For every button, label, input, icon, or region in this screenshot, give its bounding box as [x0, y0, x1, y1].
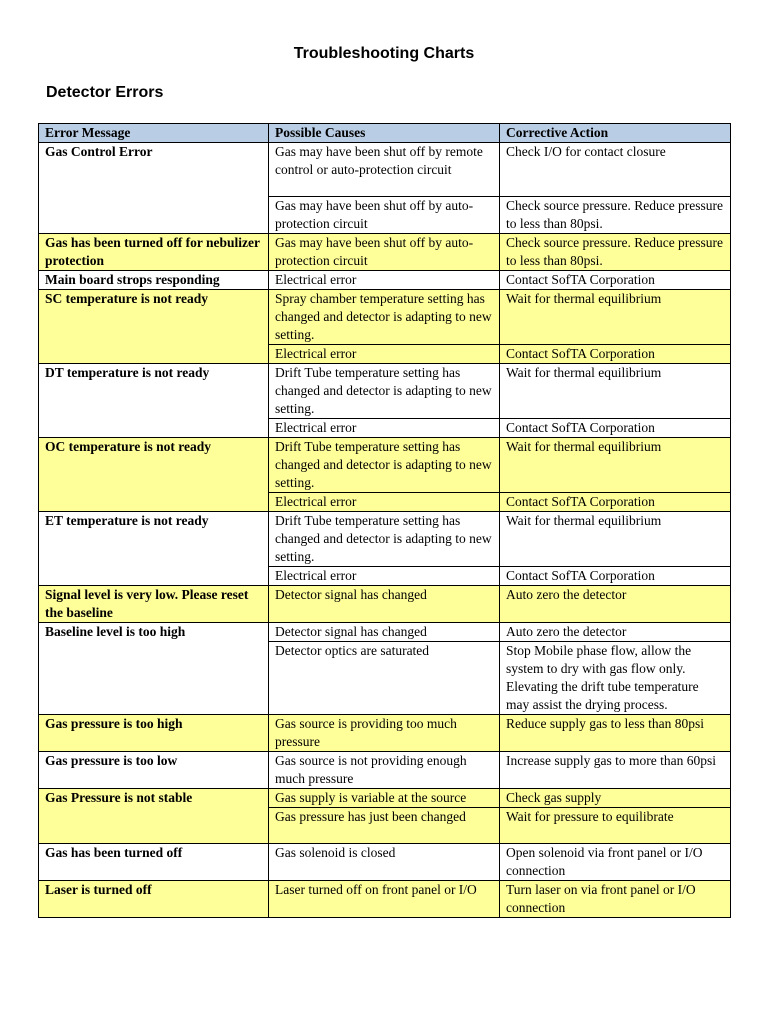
possible-cause-cell: Gas may have been shut off by auto-protection circuit [269, 197, 500, 234]
error-message-cell: ET temperature is not ready [39, 512, 269, 586]
corrective-action-cell: Increase supply gas to more than 60psi [500, 752, 731, 789]
corrective-action-cell: Wait for pressure to equilibrate [500, 808, 731, 844]
table-row [39, 512, 731, 567]
error-message-cell: Baseline level is too high [39, 623, 269, 715]
possible-cause-cell: Electrical error [269, 345, 500, 364]
page-title: Troubleshooting Charts [293, 45, 475, 62]
corrective-action-cell: Turn laser on via front panel or I/O connection [500, 881, 731, 918]
error-message-cell: SC temperature is not ready [39, 290, 269, 364]
possible-cause-cell: Drift Tube temperature setting has changed and detector is adapting to new setting. [269, 364, 500, 419]
possible-cause-cell: Drift Tube temperature setting has changed and detector is adapting to new setting. [269, 512, 500, 567]
header-error-message: Error Message [39, 124, 269, 143]
corrective-action-cell: Contact SofTA Corporation [500, 271, 731, 290]
corrective-action-cell: Wait for thermal equilibrium [500, 512, 731, 567]
header-corrective-action: Corrective Action [500, 124, 731, 143]
possible-cause-cell: Gas source is not providing enough much pressure [269, 752, 500, 789]
corrective-action-cell: Auto zero the detector [500, 623, 731, 642]
table-body [39, 143, 731, 918]
corrective-action-cell: Stop Mobile phase flow, allow the system to dry with gas flow only. Elevating the drift tube temperature may assist the drying process. [500, 642, 731, 715]
table-row [39, 844, 731, 881]
table-row [39, 881, 731, 918]
possible-cause-cell: Electrical error [269, 493, 500, 512]
table-row [39, 364, 731, 419]
corrective-action-cell: Wait for thermal equilibrium [500, 364, 731, 419]
possible-cause-cell: Detector signal has changed [269, 586, 500, 623]
error-message-cell: Laser is turned off [39, 881, 269, 918]
table-header-row [39, 124, 731, 143]
table-row [39, 234, 731, 271]
table-row [39, 623, 731, 642]
corrective-action-cell: Auto zero the detector [500, 586, 731, 623]
possible-cause-cell: Spray chamber temperature setting has changed and detector is adapting to new setting. [269, 290, 500, 345]
corrective-action-cell: Open solenoid via front panel or I/O connection [500, 844, 731, 881]
corrective-action-cell: Check source pressure. Reduce pressure to less than 80psi. [500, 234, 731, 271]
possible-cause-cell: Electrical error [269, 271, 500, 290]
possible-cause-cell: Detector optics are saturated [269, 642, 500, 715]
troubleshooting-table [38, 123, 731, 918]
possible-cause-cell: Electrical error [269, 419, 500, 438]
error-message-cell: Gas Pressure is not stable [39, 789, 269, 844]
corrective-action-cell: Contact SofTA Corporation [500, 493, 731, 512]
table-row [39, 438, 731, 493]
error-message-cell: Signal level is very low. Please reset the baseline [39, 586, 269, 623]
corrective-action-cell: Contact SofTA Corporation [500, 345, 731, 364]
corrective-action-cell: Reduce supply gas to less than 80psi [500, 715, 731, 752]
table-row [39, 271, 731, 290]
possible-cause-cell: Gas source is providing too much pressure [269, 715, 500, 752]
error-message-cell: Gas pressure is too high [39, 715, 269, 752]
table-row [39, 143, 731, 197]
possible-cause-cell: Detector signal has changed [269, 623, 500, 642]
possible-cause-cell: Laser turned off on front panel or I/O [269, 881, 500, 918]
error-message-cell: OC temperature is not ready [39, 438, 269, 512]
header-possible-causes: Possible Causes [269, 124, 500, 143]
error-message-cell: DT temperature is not ready [39, 364, 269, 438]
section-title: Detector Errors [46, 84, 164, 101]
table-row [39, 290, 731, 345]
error-message-cell: Main board strops responding [39, 271, 269, 290]
error-message-cell: Gas has been turned off [39, 844, 269, 881]
corrective-action-cell: Check source pressure. Reduce pressure to less than 80psi. [500, 197, 731, 234]
table-row [39, 789, 731, 808]
possible-cause-cell: Gas solenoid is closed [269, 844, 500, 881]
possible-cause-cell: Gas may have been shut off by auto-protection circuit [269, 234, 500, 271]
corrective-action-cell: Wait for thermal equilibrium [500, 290, 731, 345]
corrective-action-cell: Contact SofTA Corporation [500, 419, 731, 438]
possible-cause-cell: Electrical error [269, 567, 500, 586]
error-message-cell: Gas pressure is too low [39, 752, 269, 789]
corrective-action-cell: Check gas supply [500, 789, 731, 808]
table-row [39, 715, 731, 752]
error-message-cell: Gas has been turned off for nebulizer protection [39, 234, 269, 271]
possible-cause-cell: Gas supply is variable at the source [269, 789, 500, 808]
corrective-action-cell: Contact SofTA Corporation [500, 567, 731, 586]
table-row [39, 752, 731, 789]
corrective-action-cell: Wait for thermal equilibrium [500, 438, 731, 493]
corrective-action-cell: Check I/O for contact closure [500, 143, 731, 197]
error-message-cell: Gas Control Error [39, 143, 269, 234]
possible-cause-cell: Gas may have been shut off by remote control or auto-protection circuit [269, 143, 500, 197]
possible-cause-cell: Gas pressure has just been changed [269, 808, 500, 844]
possible-cause-cell: Drift Tube temperature setting has changed and detector is adapting to new setting. [269, 438, 500, 493]
table-row [39, 586, 731, 623]
